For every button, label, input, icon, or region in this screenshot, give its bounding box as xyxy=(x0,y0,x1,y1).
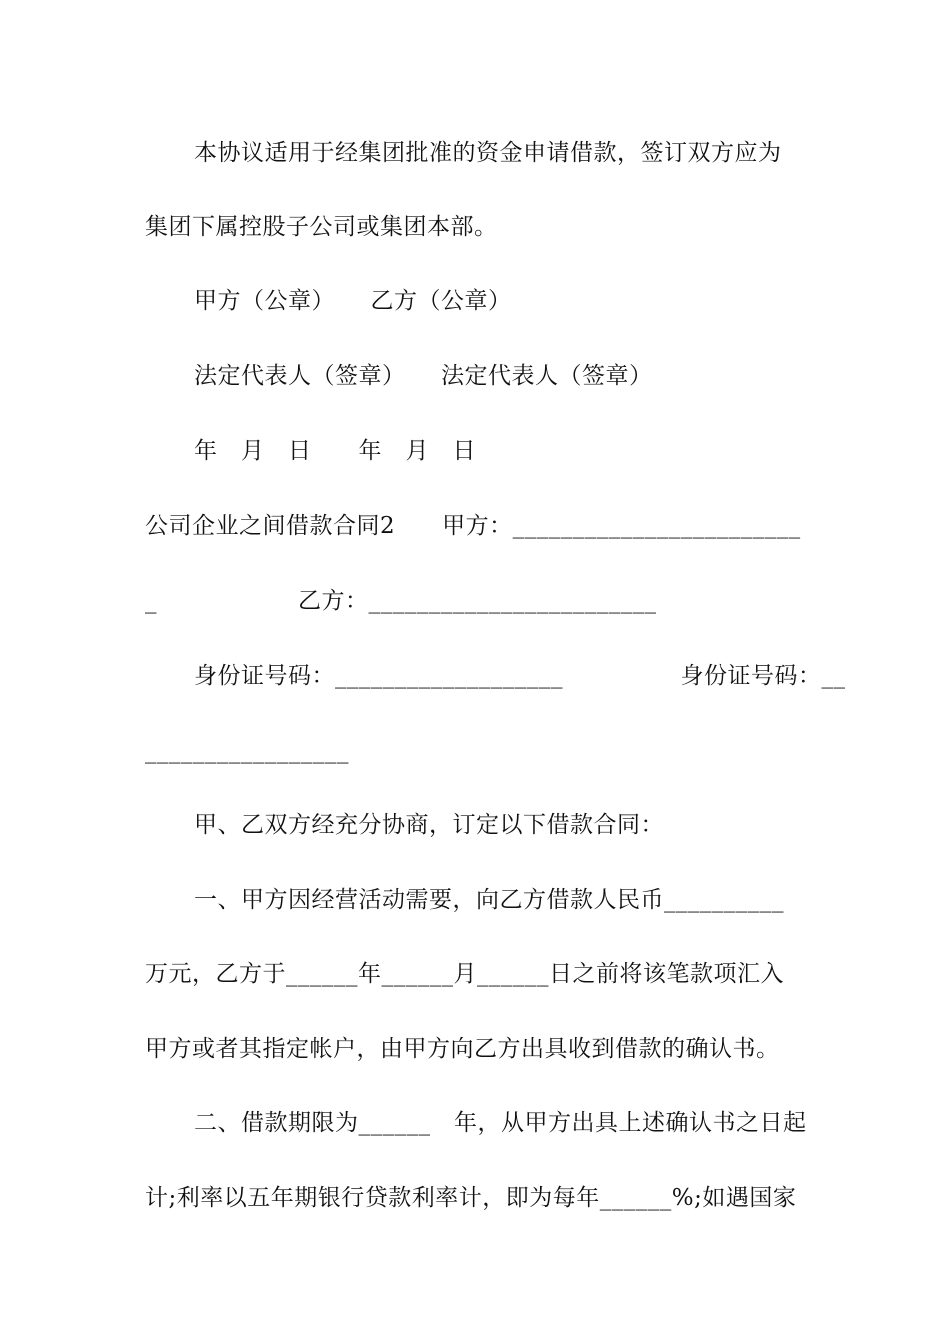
paragraph-line-2: 集团下属控股子公司或集团本部。 xyxy=(145,214,498,240)
paragraph-line-1: 本协议适用于经集团批准的资金申请借款，签订双方应为 xyxy=(194,140,782,166)
clause-2-line-1: 二、借款期限为______ 年，从甲方出具上述确认书之日起 xyxy=(194,1110,807,1136)
contract-title-line: 公司企业之间借款合同2 甲方：________________________ xyxy=(145,513,801,539)
id-number-line: 身份证号码：___________________ 身份证号码：__ xyxy=(194,663,846,689)
party-seal-line: 甲方（公章） 乙方（公章） xyxy=(194,288,512,314)
date-line: 年 月 日 年 月 日 xyxy=(194,438,476,464)
id-number-continuation: _________________ xyxy=(145,738,349,764)
clause-1-line-1: 一、甲方因经营活动需要，向乙方借款人民币__________ xyxy=(194,887,784,913)
clause-1-line-2: 万元，乙方于______年______月______日之前将该笔款项汇入 xyxy=(145,961,784,987)
clause-2-line-2: 计;利率以五年期银行贷款利率计，即为每年______%;如遇国家 xyxy=(145,1185,797,1211)
agreement-intro-line: 甲、乙双方经充分协商，订定以下借款合同： xyxy=(194,812,664,838)
party-b-line: _ 乙方：________________________ xyxy=(145,588,657,614)
legal-rep-line: 法定代表人（签章） 法定代表人（签章） xyxy=(194,363,653,389)
clause-1-line-3: 甲方或者其指定帐户，由甲方向乙方出具收到借款的确认书。 xyxy=(145,1036,780,1062)
